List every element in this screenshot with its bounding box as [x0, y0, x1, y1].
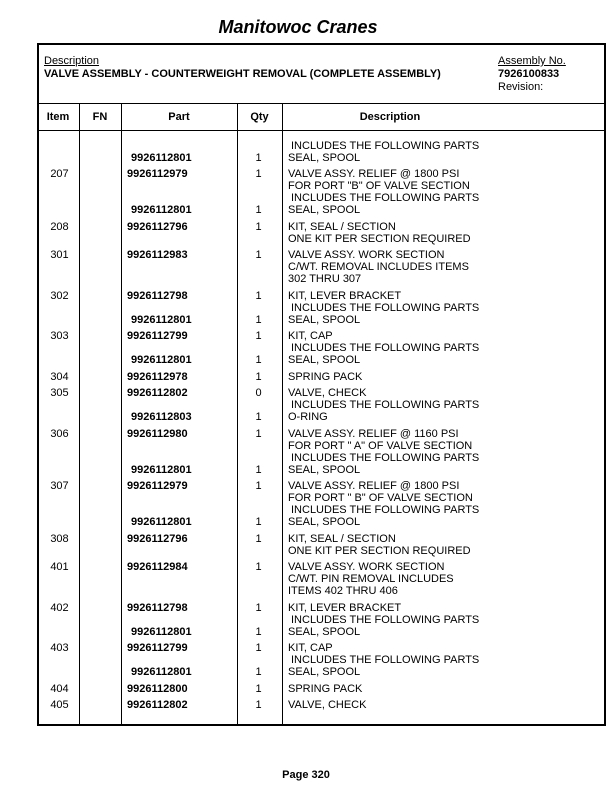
table-row-qty: 1: [255, 602, 262, 614]
table-row-description: VALVE ASSY. RELIEF @ 1800 PSI: [288, 480, 460, 492]
table-row-description: SEAL, SPOOL: [288, 666, 361, 678]
table-row-description: INCLUDES THE FOLLOWING PARTS: [291, 614, 480, 626]
column-header-qty: Qty: [250, 111, 269, 123]
table-row-qty: 1: [255, 428, 262, 440]
table-row-item: 308: [50, 533, 69, 545]
table-row-description: INCLUDES THE FOLLOWING PARTS: [291, 192, 480, 204]
table-row-description: VALVE, CHECK: [288, 387, 367, 399]
table-row-description: KIT, CAP: [288, 330, 333, 342]
table-row-part: 9926112978: [127, 371, 188, 383]
table-row-part: 9926112801: [131, 314, 192, 326]
table-row-description: INCLUDES THE FOLLOWING PARTS: [291, 342, 480, 354]
table-row-part: 9926112801: [131, 516, 192, 528]
table-row-qty: 1: [255, 666, 262, 678]
table-row-description: SEAL, SPOOL: [288, 314, 361, 326]
table-row-description: VALVE, CHECK: [288, 699, 367, 711]
table-row-qty: 1: [255, 699, 262, 711]
table-row-qty: 1: [255, 371, 262, 383]
table-row-item: 403: [50, 642, 69, 654]
table-row-item: 302: [50, 290, 69, 302]
table-row-part: 9926112799: [127, 330, 188, 342]
table-row-item: 301: [50, 249, 69, 261]
column-header-fn: FN: [92, 111, 108, 123]
table-row-description: O-RING: [288, 411, 328, 423]
table-row-description: SEAL, SPOOL: [288, 152, 361, 164]
table-row-description: SEAL, SPOOL: [288, 354, 361, 366]
table-row-part: 9926112798: [127, 290, 188, 302]
table-row-part: 9926112984: [127, 561, 188, 573]
table-row-qty: 1: [255, 480, 262, 492]
table-row-description: SEAL, SPOOL: [288, 464, 361, 476]
column-header-part: Part: [168, 111, 190, 123]
table-row-qty: 1: [255, 330, 262, 342]
table-row-part: 9926112801: [131, 464, 192, 476]
table-row-description: INCLUDES THE FOLLOWING PARTS: [291, 504, 480, 516]
table-row-part: 9926112801: [131, 666, 192, 678]
table-row-description: INCLUDES THE FOLLOWING PARTS: [291, 452, 480, 464]
table-row-qty: 1: [255, 642, 262, 654]
table-row-item: 208: [50, 221, 69, 233]
table-row-description: ONE KIT PER SECTION REQUIRED: [288, 233, 471, 245]
table-row-description: KIT, SEAL / SECTION: [288, 221, 396, 233]
table-row-description: SEAL, SPOOL: [288, 204, 361, 216]
table-row-item: 402: [50, 602, 69, 614]
table-row-part: 9926112801: [131, 204, 192, 216]
table-row-description: SEAL, SPOOL: [288, 626, 361, 638]
table-row-item: 304: [50, 371, 69, 383]
column-header-item: Item: [46, 111, 70, 123]
table-row-item: 307: [50, 480, 69, 492]
table-row-part: 9926112803: [131, 411, 192, 423]
table-row-qty: 1: [255, 290, 262, 302]
table-row-part: 9926112796: [127, 221, 188, 233]
table-row-description: INCLUDES THE FOLLOWING PARTS: [291, 399, 480, 411]
table-row-item: 404: [50, 683, 69, 695]
table-row-part: 9926112799: [127, 642, 188, 654]
table-row-qty: 1: [255, 354, 262, 366]
table-row-item: 303: [50, 330, 69, 342]
column-divider-qty: [282, 104, 283, 726]
table-row-qty: 1: [255, 683, 262, 695]
table-row-part: 9926112802: [127, 387, 188, 399]
table-row-item: 306: [50, 428, 69, 440]
description-label: Description: [44, 55, 100, 67]
table-row-description: C/WT. REMOVAL INCLUDES ITEMS: [288, 261, 469, 273]
table-row-description: INCLUDES THE FOLLOWING PARTS: [291, 140, 480, 152]
assembly-number-label: Assembly No.: [498, 55, 566, 67]
table-row-qty: 1: [255, 221, 262, 233]
document-title: Manitowoc Cranes: [218, 17, 378, 37]
table-row-qty: 1: [255, 411, 262, 423]
table-row-description: FOR PORT "B" OF VALVE SECTION: [288, 180, 470, 192]
table-row-description: SPRING PACK: [288, 371, 363, 383]
column-divider-item: [79, 104, 80, 726]
table-row-description: FOR PORT " B" OF VALVE SECTION: [288, 492, 473, 504]
table-row-description: SEAL, SPOOL: [288, 516, 361, 528]
table-row-qty: 1: [255, 314, 262, 326]
table-row-description: VALVE ASSY. WORK SECTION: [288, 561, 445, 573]
table-row-part: 9926112798: [127, 602, 188, 614]
column-header-divider: [37, 130, 606, 131]
revision-label: Revision:: [498, 81, 544, 93]
table-row-qty: 1: [255, 533, 262, 545]
table-row-qty: 0: [255, 387, 262, 399]
table-row-description: ITEMS 402 THRU 406: [288, 585, 398, 597]
table-row-description: VALVE ASSY. RELIEF @ 1160 PSI: [288, 428, 459, 440]
table-row-description: FOR PORT " A" OF VALVE SECTION: [288, 440, 473, 452]
table-row-description: KIT, LEVER BRACKET: [288, 290, 402, 302]
table-row-part: 9926112979: [127, 480, 188, 492]
table-row-description: VALVE ASSY. WORK SECTION: [288, 249, 445, 261]
table-row-item: 401: [50, 561, 69, 573]
table-row-item: 305: [50, 387, 69, 399]
table-row-description: KIT, LEVER BRACKET: [288, 602, 402, 614]
table-row-qty: 1: [255, 152, 262, 164]
table-row-part: 9926112796: [127, 533, 188, 545]
table-row-part: 9926112801: [131, 152, 192, 164]
table-row-description: VALVE ASSY. RELIEF @ 1800 PSI: [288, 168, 460, 180]
table-row-part: 9926112983: [127, 249, 188, 261]
table-row-part: 9926112980: [127, 428, 188, 440]
table-row-part: 9926112802: [127, 699, 188, 711]
table-row-description: C/WT. PIN REMOVAL INCLUDES: [288, 573, 454, 585]
table-row-qty: 1: [255, 168, 262, 180]
table-row-part: 9926112801: [131, 626, 192, 638]
table-row-description: SPRING PACK: [288, 683, 363, 695]
column-divider-fn: [121, 104, 122, 726]
assembly-description: VALVE ASSEMBLY - COUNTERWEIGHT REMOVAL (COMPLETE ASSEMBLY): [44, 68, 441, 80]
assembly-number: 7926100833: [498, 68, 560, 80]
table-row-description: INCLUDES THE FOLLOWING PARTS: [291, 302, 480, 314]
table-row-qty: 1: [255, 561, 262, 573]
header-divider: [37, 103, 606, 104]
table-row-part: 9926112979: [127, 168, 188, 180]
table-row-part: 9926112801: [131, 354, 192, 366]
table-row-description: INCLUDES THE FOLLOWING PARTS: [291, 654, 480, 666]
table-row-part: 9926112800: [127, 683, 188, 695]
table-row-qty: 1: [255, 204, 262, 216]
table-row-description: KIT, SEAL / SECTION: [288, 533, 396, 545]
page-number: Page 320: [282, 769, 330, 781]
table-row-description: KIT, CAP: [288, 642, 333, 654]
table-row-qty: 1: [255, 464, 262, 476]
table-row-qty: 1: [255, 626, 262, 638]
table-row-item: 405: [50, 699, 69, 711]
table-row-qty: 1: [255, 249, 262, 261]
table-row-description: 302 THRU 307: [288, 273, 362, 285]
table-row-qty: 1: [255, 516, 262, 528]
table-row-item: 207: [50, 168, 69, 180]
table-row-description: ONE KIT PER SECTION REQUIRED: [288, 545, 471, 557]
column-header-description: Description: [359, 111, 421, 123]
